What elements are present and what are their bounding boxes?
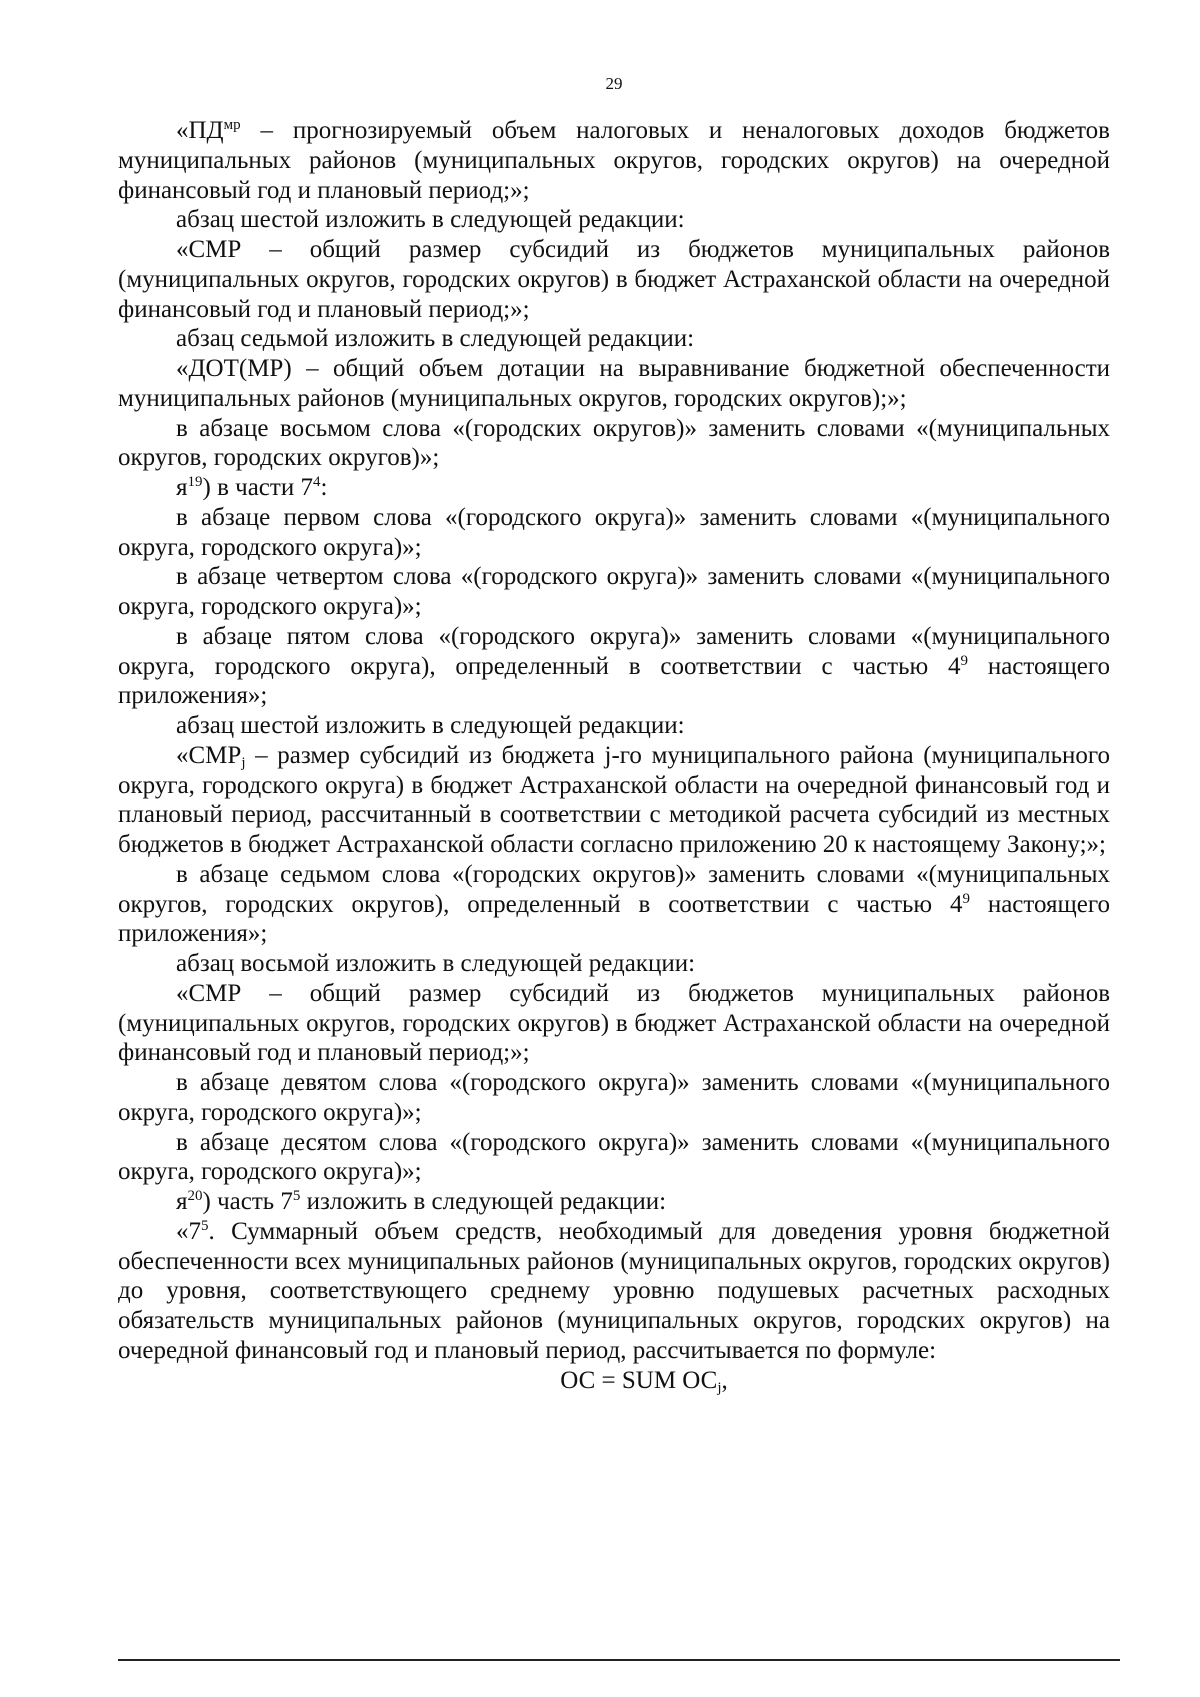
paragraph: «ДОТ(МР) – общий объем дотации на выравнивание бюджетной обеспеченности муниципальных районов (муниципальных округов, городских округов);»; bbox=[118, 355, 1110, 412]
paragraph: абзац шестой изложить в следующей редакции: bbox=[176, 206, 685, 234]
footer-divider bbox=[118, 1659, 1120, 1661]
paragraph: «$ПД^{мр}$ – прогнозируемый объем налоговых и неналоговых доходов бюджетов муниципальных районов (муниципальных округов, городских округов) на очередной финансовый год и плановый период;»; bbox=[118, 117, 1110, 204]
paragraph: в абзаце десятом слова «(городского округа)» заменить словами «(муниципального округа, городского округа)»; bbox=[118, 1128, 1110, 1186]
paragraph: в абзаце первом слова «(городского округа)» заменить словами «(муниципального округа, городского округа)»; bbox=[118, 503, 1110, 561]
paragraph: «$СМР_j$ – размер субсидий из бюджета j-го муниципального района (муниципального округа, городского округа) в бюджет Астраханской области на очередной финансовый год и плановый период, рассчитанный в соответствии с методикой расчета субсидий из местных бюджетов в бюджет Астраханской области согласно приложению 20 к настоящему Закону;»; bbox=[118, 741, 1110, 858]
paragraph: абзац восьмой изложить в следующей редакции: bbox=[176, 950, 696, 977]
paragraph: «СМР – общий размер субсидий из бюджетов муниципальных районов (муниципальных округов, городских округов) в бюджет Астраханской области на очередной финансовый год и плановый период;»; bbox=[118, 979, 1110, 1067]
paragraph: абзац шестой изложить в следующей редакции: bbox=[176, 712, 685, 739]
paragraph: «$7^5$. Суммарный объем средств, необходимый для доведения уровня бюджетной обеспеченности всех муниципальных районов (муниципальных округов, городских округов) до уровня, соответствующего среднему уровню подушевых расчетных расходных обязательств муниципальных районов (муниципальных округов, городских округов) на очередной финансовый год и плановый период, рассчитывается по формуле: bbox=[118, 1217, 1110, 1364]
document-body bbox=[118, 116, 1110, 1395]
page-number: 29 bbox=[605, 74, 623, 93]
paragraph: $я^{20}$) часть $7^5$ изложить в следующей редакции: bbox=[176, 1188, 667, 1215]
paragraph: «СМР – общий размер субсидий из бюджетов муниципальных районов (муниципальных округов, городских округов) в бюджет Астраханской области на очередной финансовый год и плановый период;»; bbox=[118, 236, 1110, 323]
paragraph: в абзаце пятом слова «(городского округа)» заменить словами «(муниципального округа, городского округа), определенный в соответствии с частью $4^9$ настоящего приложения»; bbox=[118, 622, 1110, 710]
paragraph: в абзаце восьмом слова «(городских округов)» заменить словами «(муниципальных округов, городских округов)»; bbox=[118, 414, 1110, 472]
paragraph: абзац седьмой изложить в следующей редакции: bbox=[176, 325, 695, 353]
paragraph: в абзаце седьмом слова «(городских округов)» заменить словами «(муниципальных округов, городских округов), определенный в соответствии с частью $4^9$ настоящего приложения»; bbox=[118, 860, 1110, 948]
paragraph: в абзаце четвертом слова «(городского округа)» заменить словами «(муниципального округа, городского округа)»; bbox=[118, 563, 1110, 620]
formula: ОС = SUM $ОС_j$, bbox=[560, 1366, 728, 1396]
paragraph: в абзаце девятом слова «(городского округа)» заменить словами «(муниципального округа, городского округа)»; bbox=[118, 1069, 1110, 1126]
paragraph: $я^{19}$) в части $7^4$: bbox=[176, 474, 328, 501]
